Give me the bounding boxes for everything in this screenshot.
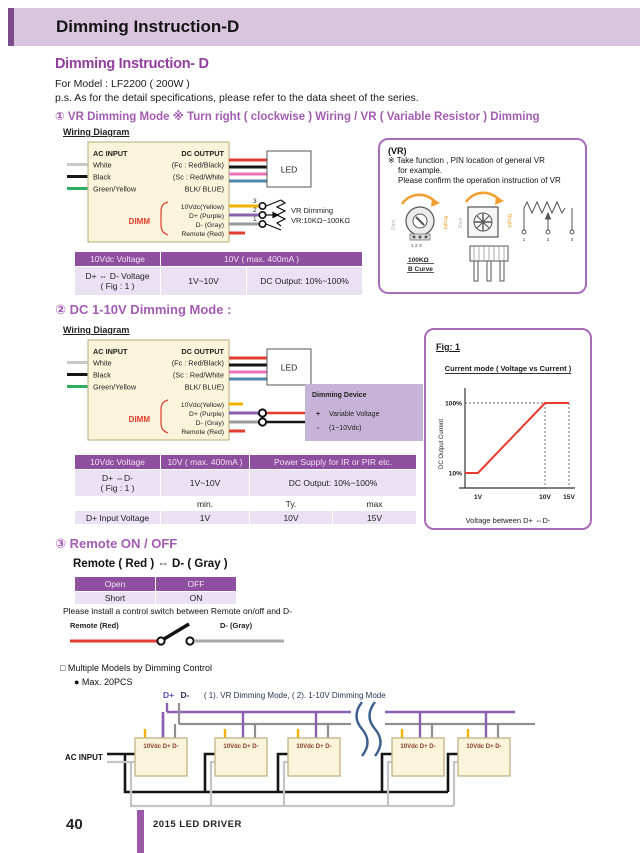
unit-label: 10Vdc D+ D- (223, 744, 259, 750)
driver-label-10v: 10Vdc(Yellow) (180, 204, 224, 211)
bright-label: Bright (442, 216, 448, 230)
section-title: Dimming Instruction- D (55, 56, 209, 72)
table-header-cell: Open (75, 577, 155, 591)
cell-line: ( Fig : 1 ) (100, 281, 135, 291)
cell-line: D+ ⇔D- (102, 473, 133, 483)
fig1-title: Current mode ( Voltage vs Current ) (444, 364, 572, 373)
table-row (75, 577, 236, 591)
table-cell: D+ Input Voltage (75, 511, 160, 524)
ytick-10: 10% (448, 470, 462, 478)
ps-line: p.s. As for the detail specifications, please refer to the data sheet of the series. (55, 92, 419, 104)
remote-switch-diagram (68, 618, 308, 650)
legend-dplus: D+ (163, 690, 175, 700)
fig1-box (424, 328, 592, 530)
chart-xticks (474, 494, 576, 501)
dc-mode-table (75, 455, 416, 525)
table-cell: max (366, 498, 383, 509)
remote-table (75, 577, 236, 605)
vr-box-line1: ※ Take function , PIN location of general VR (388, 156, 545, 165)
driver-label-blk: BLK/ BLUE) (184, 382, 224, 392)
clockwise-arrow-icon (402, 195, 436, 204)
multi-models-bullet: □ Multiple Models by Dimming Control (60, 663, 212, 673)
table-header-cell: 10Vdc Voltage (75, 252, 160, 266)
driver-label-white: White (93, 160, 112, 170)
multi-ac-input-label: AC INPUT (65, 753, 103, 762)
table-cell: min. (196, 498, 214, 509)
chart-ylabel: DC Output Current (439, 418, 445, 470)
table-header-cell: 10V ( max. 400mA ) (161, 252, 362, 266)
driver-label-dplus: D+ (Purple) (189, 213, 224, 220)
table-cell: DC Output: 10%~100% (250, 470, 416, 496)
table-header-cell: 10V ( max. 400mA ) (161, 455, 249, 469)
dimm-label: DIMM (128, 217, 150, 226)
table-cell: ON (156, 592, 236, 604)
xtick-15v: 15V (563, 494, 575, 501)
switch-terminal (186, 637, 193, 644)
xtick-1v: 1V (473, 494, 483, 501)
sch-pin-1: 1 (522, 238, 526, 243)
footer-accent-bar (137, 810, 144, 853)
vr-dimming-label: VR Dimming (291, 206, 334, 215)
device-plus-text: Variable Voltage (329, 411, 380, 418)
arrowhead-icon (431, 198, 440, 207)
switch-lever (164, 624, 189, 639)
multi-driver-diagram (55, 700, 630, 818)
table-cell: Ty. (285, 498, 297, 509)
table-row (75, 470, 416, 496)
pot-pin-labels: 1 2 3 (411, 244, 422, 249)
table-row (75, 511, 416, 524)
switch-left-label: Remote (Red) (70, 621, 119, 630)
vr-pin-numbers (253, 198, 257, 223)
device-minus-text: (1~10Vdc) (329, 425, 362, 432)
dc-output-wires (229, 160, 267, 181)
table-cell (75, 267, 160, 295)
device-title: Dimming Device (312, 392, 367, 399)
table-row (75, 497, 416, 510)
table-cell: 15V (333, 511, 416, 524)
ac-input-wires (67, 363, 88, 387)
legend-dminus: D- (180, 690, 190, 700)
unit-label: 10Vdc D+ D- (143, 744, 179, 750)
vr-box-line2: for example. (398, 166, 443, 175)
vr-potentiometer-square-icon (468, 207, 498, 237)
driver-label-sc: (Sc : Red/White (172, 172, 224, 182)
vr-curve-label: B Curve (408, 266, 433, 273)
bus-legend (163, 690, 386, 700)
driver-label-black: Black (93, 172, 111, 182)
driver-label-dc-output: DC OUTPUT (181, 347, 224, 356)
driver-label-ac-input: AC INPUT (93, 347, 128, 356)
vr-potentiometer-round-icon (406, 207, 434, 249)
device-terminals (259, 409, 266, 425)
vr-range-label: VR:10KΩ~100KΩ (291, 216, 350, 225)
switch-note: Please install a control switch between Remote on/off and D- (63, 606, 292, 616)
driver-label-fc: (Fc : Red/Black) (171, 358, 224, 368)
schematic-pin-labels (523, 237, 574, 243)
dim-wires (229, 404, 259, 431)
switch-right-label: D- (Gray) (220, 621, 253, 630)
page-number: 40 (66, 816, 83, 833)
sch-pin-3: 3 (570, 238, 574, 243)
driver-label-fc: (Fc : Red/Black) (171, 160, 224, 170)
sch-pin-2: 2 (546, 238, 550, 243)
driver-label-black: Black (93, 370, 111, 380)
remote-subtitle: Remote ( Red ) ⇔ D- ( Gray ) (73, 558, 228, 570)
unit-label: 10Vdc D+ D- (296, 744, 332, 750)
vr-pin-1: 1 (253, 216, 257, 223)
dark-label: Dark (391, 219, 397, 230)
driver-label-white: White (93, 358, 112, 368)
dc-output-wires (229, 358, 267, 379)
vr-pin-2: 2 (253, 207, 257, 214)
clockwise-arrow-icon (466, 193, 500, 202)
chart-dashed-guides (465, 403, 569, 488)
driver-label-green: Green/Yellow (93, 382, 137, 392)
driver-label-blk: BLK/ BLUE) (184, 184, 224, 194)
driver-label-dplus: D+ (Purple) (189, 411, 224, 418)
table-cell: 1V~10V (161, 470, 249, 496)
cell-line: D+ ⇔ D- Voltage (85, 271, 150, 281)
dplus-bus (163, 703, 515, 738)
table-header-cell: OFF (156, 577, 236, 591)
table-row (75, 252, 362, 266)
driver-label-green: Green/Yellow (93, 184, 137, 194)
table-row (75, 455, 416, 469)
vr-cap-label: 100KΩ (408, 257, 429, 264)
chart-yticks (445, 401, 462, 478)
driver-label-dminus: D- (Gray) (195, 222, 224, 229)
xtick-10v: 10V (539, 494, 551, 501)
vr-schematic-icon (522, 202, 574, 234)
fig1-chart (433, 378, 583, 512)
model-line: For Model : LF2200 ( 200W ) (55, 78, 190, 90)
switch-terminal (157, 637, 164, 644)
vr-pin-3: 3 (253, 198, 257, 205)
driver-label-remote: Remote (Red) (181, 231, 224, 238)
table-cell: 1V~10V (161, 267, 246, 295)
vr-box-line3: Please confirm the operation instruction of VR (398, 176, 561, 185)
table-header-cell: Power Supply for IR or PIR etc. (250, 455, 416, 469)
unit-label: 10Vdc D+ D- (400, 744, 436, 750)
device-plus-sign: + (316, 411, 321, 418)
table-cell: Short (75, 592, 155, 604)
max-pcs-bullet: ● Max. 20PCS (74, 677, 133, 687)
table-cell: 10V (250, 511, 332, 524)
section3-heading: ③ Remote ON / OFF (55, 536, 178, 551)
ytick-100: 100% (445, 400, 462, 408)
driver-label-sc: (Sc : Red/White (172, 370, 224, 380)
legend-text: ( 1). VR Dimming Mode, ( 2). 1-10V Dimming Mode (203, 691, 386, 700)
driver-unit-labels (143, 744, 501, 750)
table-row (75, 267, 362, 295)
vr-wiring-diagram (55, 136, 385, 248)
led-label: LED (280, 362, 298, 373)
vr-trimmer-icon (470, 246, 508, 281)
section2-heading: ② DC 1-10V Dimming Mode : (55, 302, 232, 317)
chart-line (465, 403, 569, 473)
arrowhead-icon (495, 196, 504, 205)
table-cell: 1V (161, 511, 249, 524)
vr-terminals (259, 203, 265, 227)
driver-label-remote: Remote (Red) (181, 429, 224, 436)
driver-label-10v: 10Vdc(Yellow) (180, 402, 224, 409)
dc-wiring-diagram (55, 334, 425, 446)
driver-label-dminus: D- (Gray) (195, 420, 224, 427)
dminus-drops (175, 724, 498, 738)
chart-xlabel: Voltage between D+ ⇔D- (465, 516, 551, 525)
table-cell (75, 497, 160, 510)
dimm-label: DIMM (128, 415, 150, 424)
section1-wiring-label: Wiring Diagram (63, 127, 130, 137)
cell-line: ( Fig : 1 ) (100, 483, 135, 493)
unit-label: 10Vdc D+ D- (466, 744, 502, 750)
ac-input-wires (67, 165, 88, 189)
vr-drawings (386, 188, 579, 284)
bright-label: Bright (506, 214, 512, 228)
device-minus-sign: - (317, 425, 320, 432)
driver-label-ac-input: AC INPUT (93, 149, 128, 158)
driver-label-dc-output: DC OUTPUT (181, 149, 224, 158)
vr-resistor-icon (266, 200, 285, 230)
vr-box-title: (VR) (388, 146, 407, 156)
vr-mode-table (75, 252, 362, 296)
vr-info-box (378, 138, 587, 294)
table-row (75, 592, 236, 604)
fig1-label: Fig: 1 (436, 342, 460, 352)
led-label: LED (280, 164, 298, 175)
section2-wiring-label: Wiring Diagram (63, 325, 130, 335)
page-title: Dimming Instruction-D (56, 17, 240, 36)
table-cell (75, 470, 160, 496)
footer-text: 2015 LED DRIVER (153, 819, 242, 830)
section1-heading: ① VR Dimming Mode ※ Turn right ( clockwise ) Wiring / VR ( Variable Resistor ) Dimming (55, 111, 540, 123)
table-cell: DC Output: 10%~100% (247, 267, 362, 295)
dark-label: Dark (458, 217, 464, 228)
table-header-cell: 10Vdc Voltage (75, 455, 160, 469)
